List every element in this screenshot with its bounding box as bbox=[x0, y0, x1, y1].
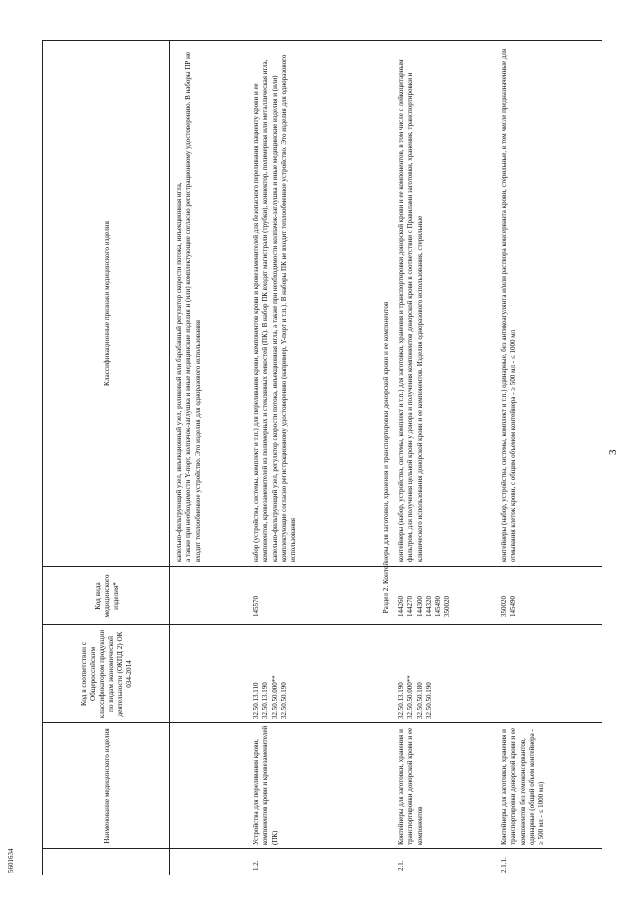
column-divider bbox=[42, 566, 602, 567]
column-divider bbox=[42, 624, 602, 625]
rotated-table-page bbox=[42, 40, 602, 875]
section-heading: Раздел 2. Контейнеры для заготовки, хранения и транспортировки донорской крови и ее компонентов bbox=[382, 301, 390, 614]
column-divider bbox=[42, 722, 602, 723]
row-name: Устройства для переливания крови, компонентов крови и кровезаменителей (ПК) bbox=[252, 725, 279, 845]
row-okpd-codes: 32.50.13.190 32.50.50.000** 32.50.50.180 32.50.50.190 bbox=[397, 675, 433, 719]
continuation-text: капельно-фильтрующий узел, инъекционный узел, роликовый или барабанный регулятор скорости потока, инъекционная игла, а также при необходимости Y-порт, колпачок-заглушка и иные медицинские изделия и (или) комплектующие согласно регистрационному удостоверению. В наборы ПР не входит теплообменное устройство. Это изделия для одноразового использования bbox=[175, 52, 202, 562]
page-number: 3 bbox=[607, 449, 619, 455]
row-description: контейнеры (набор, устройства, системы, комплект и т.п.) для заготовки, хранения и транспортировки донорской крови и ее компонентов, в том числе с лейкоцитарным фильтром, для получения цельной крови у донора и получения компонентов донорской крови в соответствии с Правилами заготовки, хранения, транспортировки и клинического использования донорской крови и ее компонентов. Изделия одноразового использования, стерильные bbox=[397, 59, 424, 562]
column-divider bbox=[42, 848, 602, 849]
row-description: контейнеры (набор, устройства, системы, комплект и т.п.) одинарные, без антикоагулянта и/или раствора консерванта крови, стерильные, в том числе предназначенные для отмывания клеток крови, с общим объемом контейнера - ≥ 500 мл - ≤ 1000 мл bbox=[500, 48, 518, 562]
row-vid-codes: 350020 145490 bbox=[500, 596, 518, 617]
row-okpd-codes: 32.50.13.110 32.50.13.190 32.50.50.000** 32.50.50.190 bbox=[252, 675, 288, 719]
row-vid-codes: 144260 144270 144300 144320 145490 350020 bbox=[397, 596, 452, 617]
row-number: 2.1. bbox=[397, 860, 405, 871]
column-divider bbox=[42, 40, 602, 41]
header-okpd: Код в соответствии с Общероссийским классификатором продукции по видам экономической деятельности (ОКПД 2) ОК 034-2014 bbox=[80, 629, 133, 719]
header-features: Классификационные признаки медицинского изделия bbox=[102, 221, 111, 386]
row-number: 2.1.1. bbox=[500, 857, 508, 873]
row-number: 1.2. bbox=[252, 860, 260, 871]
row-name: Контейнеры для заготовки, хранения и транспортировки донорской крови и ее компонентов bbox=[397, 727, 424, 845]
header-name: Наименование медицинского изделия bbox=[102, 728, 111, 844]
document-side-id: 5601634 bbox=[7, 848, 15, 873]
header-vid: Код вида медицинского изделия* bbox=[93, 574, 120, 618]
row-name: Контейнеры для заготовки, хранения и транспортировки донорской крови и ее компонентов без гемоконсервантов, одинарные (общий объем контейнера - ≥ 500 мл - ≤ 1000 мл) bbox=[500, 727, 546, 845]
table-header-row bbox=[42, 40, 170, 875]
row-description: набор (устройства, системы, комплект и т.п.) для переливания крови, компонентов крови и кровезаменителей для безопасного переливания пациенту крови и ее компонентов, кровезаменителей из полимерных и стеклянных емкостей (ПК). В набор ПК входят магистрали (трубки), коннектор, полимерная или металлическая игла, капельно-фильтрующий узел, регулятор скорости потока, инъекционная игла, а также при необходимости колпачок-заглушка и иные медицинские изделия и (или) комплектующие согласно регистрационному удостоверению (например, Y-порт и т.п.). В наборы ПК не входит теплообменное устройство. Это изделия для одноразового использования bbox=[252, 54, 298, 562]
row-vid-code: 145570 bbox=[252, 596, 260, 617]
